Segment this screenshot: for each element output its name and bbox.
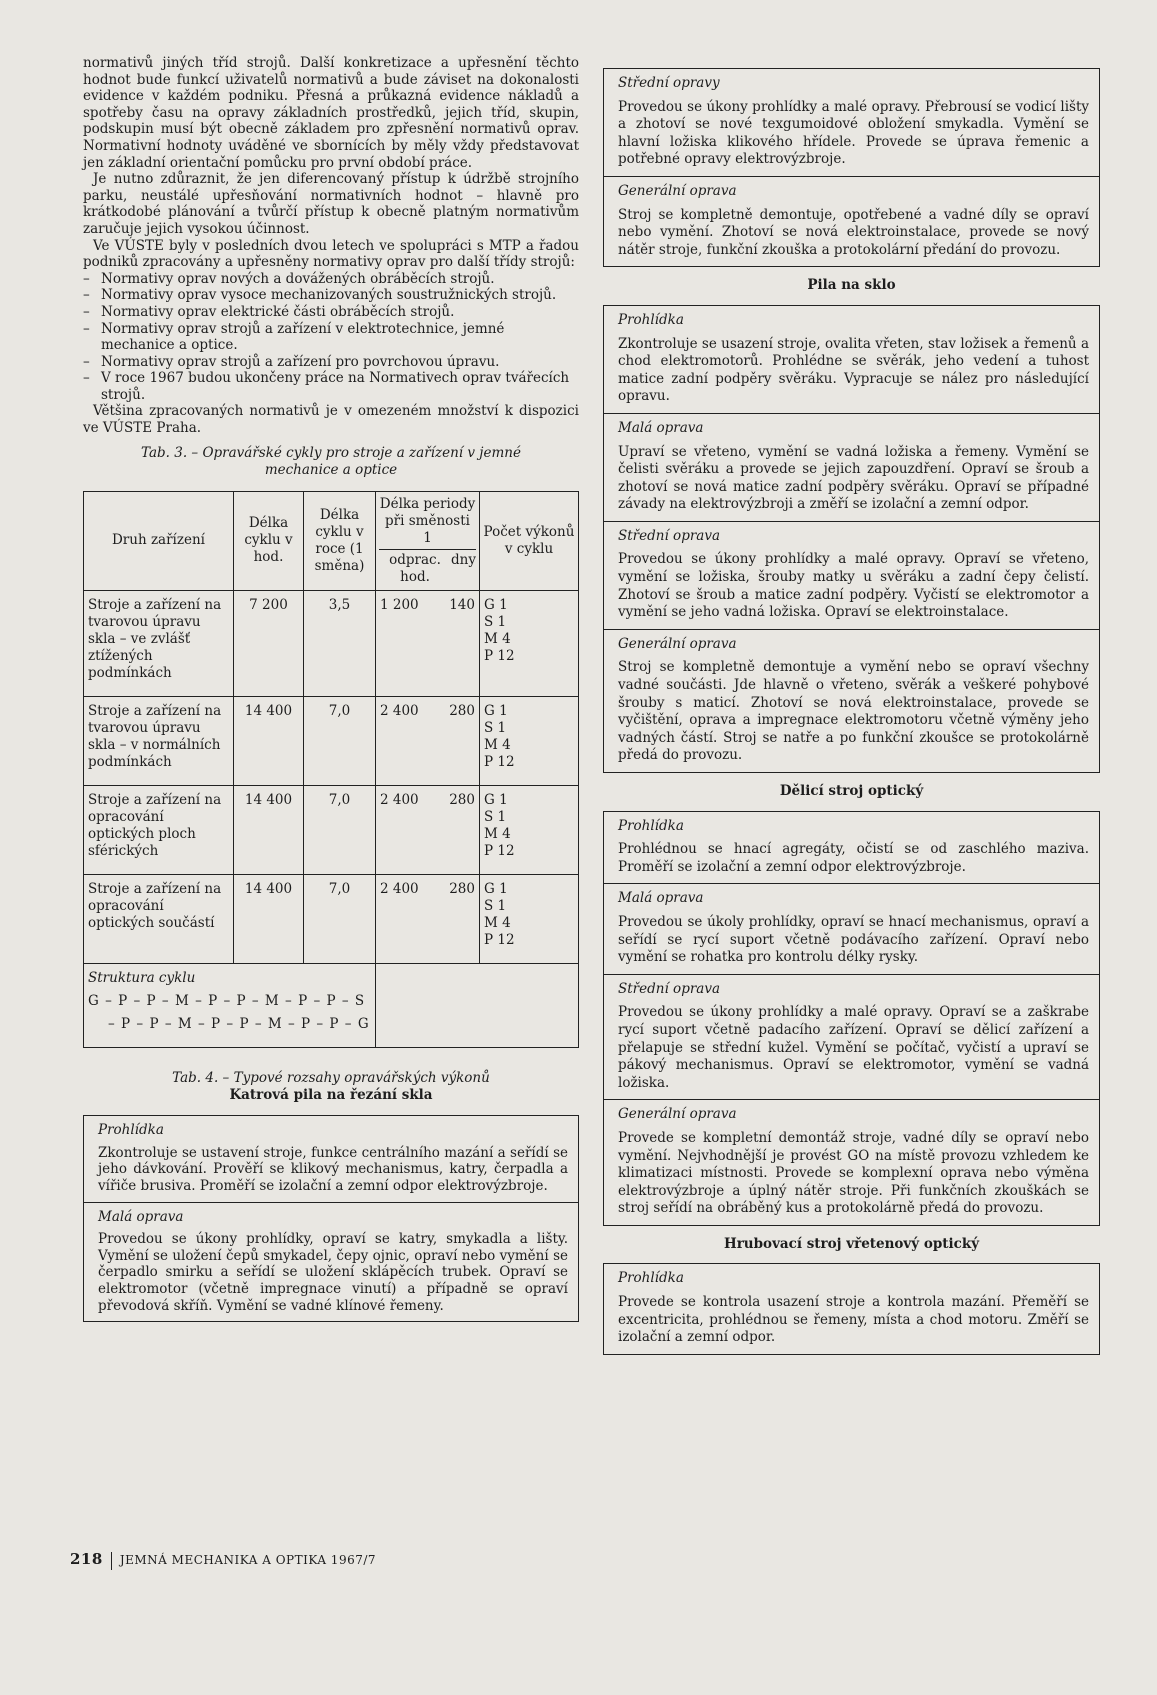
- col-header-pocet: Počet výkonů v cyklu: [480, 491, 579, 590]
- section-title: Střední oprava: [618, 980, 721, 997]
- section-title: Generální oprava: [618, 182, 737, 199]
- hrub-prohlidka: [604, 1264, 1099, 1353]
- cell-pocet: G 1 S 1 M 4 P 12: [480, 590, 579, 696]
- list-item: – Normativy oprav elektrické části obráběcích strojů.: [83, 304, 579, 321]
- structure-cell: [84, 963, 376, 1047]
- col-header-delka-cyklu: Délka cyklu v hod.: [234, 491, 304, 590]
- delici-stredni-oprava: [604, 975, 1099, 1101]
- cell-pocet: G 1 S 1 M 4 P 12: [480, 785, 579, 874]
- section-body: Provede se kompletní demontáž stroje, vadné díly se opraví nebo vymění. Nejvhodnější je provést GO na místě provozu vzhledem ke klimatizaci místnosti. Provede se komplexní oprava nebo výměna elektrovýzbroje a úplný nátěr stroje. Při funkčních zkouškách se stroj seřídí na obráběný kus a protokolárně předá do provozu.: [618, 1129, 1089, 1217]
- section-body: Prohlédnou se hnací agregáty, očistí se od zaschlého maziva. Proměří se izolační a zemní odpor elektrovýzbroje.: [618, 841, 1089, 875]
- table-row: [84, 590, 579, 696]
- cell-perioda: [376, 590, 480, 696]
- structure-line-1: G – P – P – M – P – P – M – P – P – S: [88, 992, 366, 1009]
- intro-paragraph-3: Ve VÚSTE byly v posledních dvou letech ve spolupráci s MTP a řadou podniků zpracovány a upřesněny normativy oprav pro další třídy strojů:: [83, 237, 579, 271]
- pila-generalni-oprava: [604, 630, 1099, 772]
- table3: [83, 491, 579, 1048]
- list-item: – Normativy oprav vysoce mechanizovaných soustružnických strojů.: [83, 287, 579, 304]
- section-title: Střední oprava: [618, 527, 721, 544]
- section-body: Provedou se úkony prohlídky a malé opravy. Přebrousí se vodicí lišty a zhotoví se nové texgumoidové obložení smykadla. Vymění se hlavní ložiska klikového hřídele. Provede se úprava řemenic a potřebné opravy elektrovýzbroje.: [618, 98, 1089, 168]
- table3-caption: Tab. 3. – Opravářské cykly pro stroje a zařízení v jemné mechanice a optice: [141, 444, 521, 478]
- table-row: [84, 785, 579, 874]
- footer-divider: [111, 1552, 112, 1570]
- cell-rok: 7,0: [304, 874, 376, 963]
- structure-line-2: – P – P – M – P – P – M – P – P – G: [108, 1015, 370, 1032]
- page-number: 218: [70, 1550, 103, 1568]
- katr-stredni-oprava: [604, 69, 1099, 177]
- cell-hod: 1 200: [380, 596, 419, 613]
- pila-stredni-oprava: [604, 522, 1099, 630]
- cell-rok: 7,0: [304, 785, 376, 874]
- cell-perioda: [376, 696, 480, 785]
- section-title: Prohlídka: [618, 1270, 684, 1287]
- section-title: Malá oprava: [98, 1208, 184, 1225]
- section-body: Provedou se úkony prohlídky a malé opravy. Opraví se vřeteno, vymění se ložiska, šrouby matky u svěráku a zadní čepy čelistí. Zhotoví se šroub a matice zadní podpěry. Vyčistí se elektromotor a vymění se jeho vadná ložiska. Opraví se elektroinstalace.: [618, 551, 1089, 621]
- list-item: – Normativy oprav strojů a zařízení pro povrchovou úpravu.: [83, 354, 579, 371]
- structure-title: Struktura cyklu: [88, 969, 196, 986]
- table4-caption: Tab. 4. – Typové rozsahy opravářských výkonů: [172, 1069, 490, 1086]
- section-title: Prohlídka: [618, 311, 684, 328]
- hrubovaci-stroj-box: [603, 1263, 1100, 1354]
- structure-row: [84, 963, 579, 1047]
- structure-empty-cell: [376, 963, 579, 1047]
- cell-rok: 3,5: [304, 590, 376, 696]
- delici-prohlidka: [604, 812, 1099, 885]
- col-header-dny: dny: [451, 551, 476, 568]
- section-title: Prohlídka: [618, 817, 684, 834]
- table-row: [84, 696, 579, 785]
- delici-stroj-box: [603, 811, 1100, 1226]
- list-item: – Normativy oprav nových a dovážených obráběcích strojů.: [83, 271, 579, 288]
- list-item: – V roce 1967 budou ukončeny práce na Normativech oprav tvářecích strojů.: [83, 370, 579, 403]
- cell-hod: 2 400: [380, 791, 419, 808]
- section-title: Generální oprava: [618, 635, 737, 652]
- katr-mala-oprava: [84, 1203, 578, 1322]
- cell-cyklus: 14 400: [234, 874, 304, 963]
- delici-mala-oprava: [604, 884, 1099, 974]
- intro-paragraph-2: Je nutno zdůraznit, že jen diferencovaný přístup k údržbě strojního parku, neustálé upřesňování normativních hodnot – hlavně pro krátkodobé plánování a tvůrčí přístup k obecně platným normativům zaručuje jejich vysokou účinnost.: [83, 171, 579, 237]
- cell-druh: Stroje a zařízení na opracování optických součástí: [84, 874, 234, 963]
- cell-dny: 280: [449, 791, 475, 808]
- cell-hod: 2 400: [380, 702, 419, 719]
- section-body: Provedou se úkony prohlídky a malé opravy. Opraví se a zaškrabe rycí suport včetně padacího zařízení. Opraví se dělicí zařízení a přelapuje se střední kužel. Vymění se počítač, vyčistí a upraví se pákový mechanismus. Opraví se elektromotor, vymění se vadná ložiska.: [618, 1004, 1089, 1091]
- katr-pila-box-cont: [603, 68, 1100, 267]
- section-body: Zkontroluje se usazení stroje, ovalita vřeten, stav ložisek a řemenů a chod elektromotorů. Prohlédne se svěrák, jeho vedení a tuhost matice zadní podpěry svěráku. Vypracuje se nález pro následující opravu.: [618, 335, 1089, 405]
- katr-pila-box: [83, 1115, 579, 1322]
- section-title: Střední opravy: [618, 75, 720, 91]
- cell-rok: 7,0: [304, 696, 376, 785]
- list-item: – Normativy oprav strojů a zařízení v elektrotechnice, jemné mechanice a optice.: [83, 321, 579, 354]
- section-body: Stroj se kompletně demontuje, opotřebené a vadné díly se opraví nebo vymění. Zhotoví se nová elektroinstalace, provede se nový nátěr stroje, funkční zkouška a protokolární předání do provozu.: [618, 206, 1089, 258]
- periody-subheader: [379, 549, 476, 586]
- cell-cyklus: 7 200: [234, 590, 304, 696]
- cell-dny: 280: [449, 702, 475, 719]
- section-body: Provedou se úkoly prohlídky, opraví se hnací mechanismus, opraví a seřídí se rycí suport včetně podávacího zařízení. Opraví nebo vymění se rohatka pro kontrolu délky rysky.: [618, 913, 1089, 966]
- periody-label: Délka periody při směnosti 1: [379, 495, 476, 546]
- col-header-delka-roce: Délka cyklu v roce (1 směna): [304, 491, 376, 590]
- section-body: Stroj se kompletně demontuje a vymění nebo se opraví všechny vadné součásti. Jde hlavně o vřeteno, svěrák a veškeré pohybové šrouby s maticí. Zhotoví se nová elektroinstalace, provede se vyčištění, oprava a impregnace elektromotoru včetně výměny jeho vadných částí. Stroj se natře a po funkční zkoušce se protokolárně předá do provozu.: [618, 659, 1089, 764]
- pila-title: Pila na sklo: [807, 277, 896, 294]
- col-header-delka-periody: [376, 491, 480, 590]
- katr-generalni-oprava: [604, 177, 1099, 266]
- col-header-odprac: odprac. hod.: [389, 551, 441, 585]
- section-body: Provede se kontrola usazení stroje a kontrola mazání. Přeměří se excentricita, prohlédnou se řemeny, místa a chod motoru. Změří se izolační a zemní odpor.: [618, 1294, 1089, 1346]
- section-body: Upraví se vřeteno, vymění se vadná ložiska a řemeny. Vymění se čelisti svěráku a provede se jejich zapouzdření. Opraví se šroub a zhotoví se nová matice zadní podpěry svěráku. Opraví se případné závady na elektrovýzbroji a změří se izolační a zemní odpor.: [618, 443, 1089, 513]
- cell-pocet: G 1 S 1 M 4 P 12: [480, 874, 579, 963]
- section-body: Provedou se úkony prohlídky, opraví se katry, smykadla a lišty. Vymění se uložení čepů smykadel, čepy ojnic, opraví nebo vymění se čerpadlo smirku a seřídí se uložení sklápěcích trubek. Opraví se elektromotor (včetně impregnace vinutí) a případně se opraví převodová skříň. Vymění se vadné klínové řemeny.: [98, 1231, 568, 1314]
- table-row: [84, 874, 579, 963]
- page-footer: [70, 1550, 376, 1570]
- cell-perioda: [376, 874, 480, 963]
- pila-mala-oprava: [604, 414, 1099, 522]
- section-title: Malá oprava: [618, 890, 704, 907]
- journal-name: JEMNÁ MECHANIKA A OPTIKA 1967/7: [119, 1553, 377, 1567]
- cell-druh: Stroje a zařízení na tvarovou úpravu skla – ve zvlášť ztížených podmínkách: [84, 590, 234, 696]
- cell-hod: 2 400: [380, 880, 419, 897]
- cell-druh: Stroje a zařízení na tvarovou úpravu skla – v normálních podmínkách: [84, 696, 234, 785]
- col-header-druh: Druh zařízení: [84, 491, 234, 590]
- cell-cyklus: 14 400: [234, 696, 304, 785]
- pila-prohlidka: [604, 306, 1099, 414]
- cell-druh: Stroje a zařízení na opracování optických ploch sférických: [84, 785, 234, 874]
- left-column: [83, 55, 579, 1322]
- delici-stroj-title: Dělicí stroj optický: [779, 783, 924, 799]
- cell-pocet: G 1 S 1 M 4 P 12: [480, 696, 579, 785]
- cell-cyklus: 14 400: [234, 785, 304, 874]
- section-title: Generální oprava: [618, 1106, 737, 1123]
- delici-generalni-oprava: [604, 1100, 1099, 1225]
- closing-paragraph: Většina zpracovaných normativů je v omezeném množství k dispozici ve VÚSTE Praha.: [83, 403, 579, 437]
- pila-box: [603, 305, 1100, 773]
- section-title: Prohlídka: [98, 1122, 164, 1139]
- katr-pila-title: Katrová pila na řezání skla: [229, 1086, 433, 1103]
- section-title: Malá oprava: [618, 419, 704, 436]
- cell-dny: 140: [449, 596, 475, 613]
- cell-dny: 280: [449, 880, 475, 897]
- cell-perioda: [376, 785, 480, 874]
- normative-list: [83, 271, 579, 404]
- section-body: Zkontroluje se ustavení stroje, funkce centrálního mazání a seřídí se jeho dávkování. Prověří se klikový mechanismus, katry, čerpadla a vířiče brusiva. Proměří se izolační a zemní odpor elektrovýzbroje.: [98, 1144, 568, 1195]
- katr-prohlidka: [84, 1116, 578, 1202]
- intro-paragraph-1: normativů jiných tříd strojů. Další konkretizace a upřesnění těchto hodnot bude funkcí uživatelů normativů a bude záviset na dokonalosti evidence v každém podniku. Přesná a průkazná evidence nákladů a spotřeby času na opravy základních prostředků, jejich tříd, skupin, podskupin musí být obecně základem pro zpřesnění normativů oprav. Normativní hodnoty uváděné ve sbornících by měly vždy představovat jen základní orientační pomůcku pro první období práce.: [83, 55, 579, 171]
- right-column: [603, 68, 1100, 1355]
- hrubovaci-stroj-title: Hrubovací stroj vřetenový optický: [723, 1235, 980, 1252]
